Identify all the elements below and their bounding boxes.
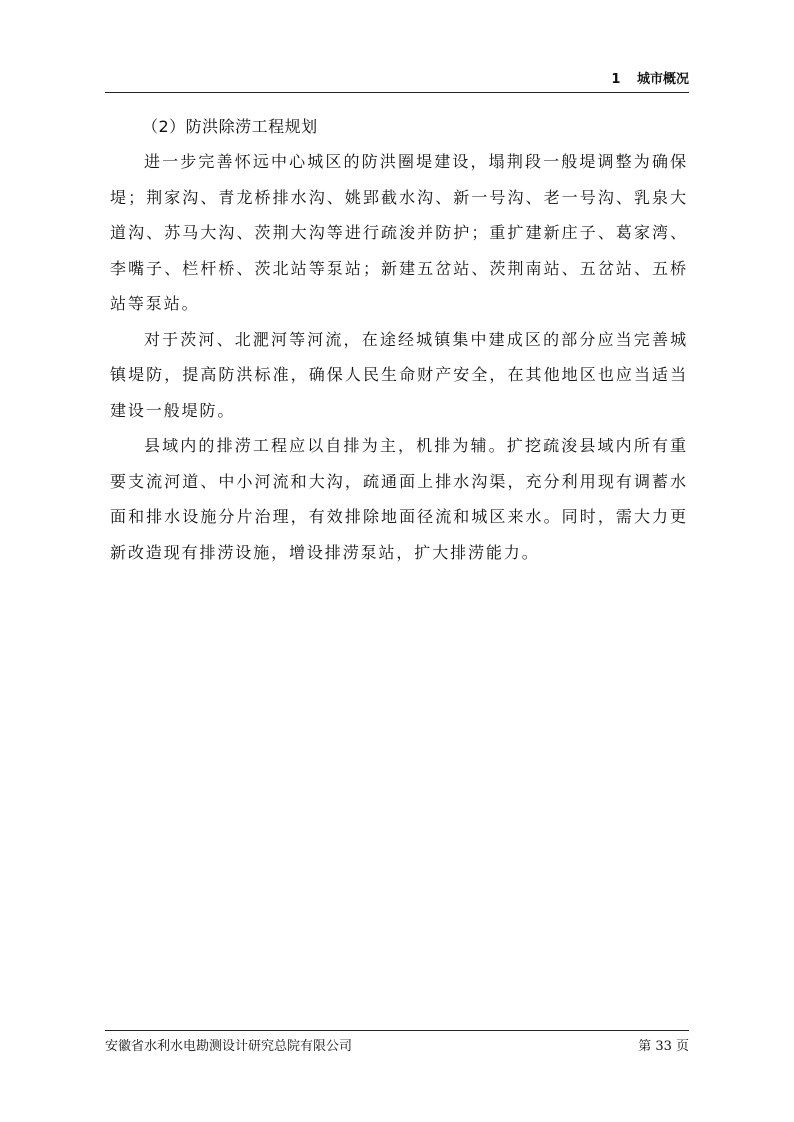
paragraph-1: 进一步完善怀远中心城区的防洪圈堤建设，塌荆段一般堤调整为确保堤；荆家沟、青龙桥排水沟、姚郢截水沟、新一号沟、老一号沟、乳泉大道沟、苏马大沟、茨荆大沟等进行疏浚并防护；重扩建新庄子、葛家湾、李嘴子、栏杆桥、茨北站等泵站；新建五岔站、茨荆南站、五岔站、五桥站等泵站。 xyxy=(110,152,688,313)
page-header xyxy=(105,72,689,93)
paragraph-2: 对于茨河、北淝河等河流，在途经城镇集中建成区的部分应当完善城镇堤防，提高防洪标准，确保人民生命财产安全，在其他地区也应当适当建设一般堤防。 xyxy=(110,329,688,420)
page-footer xyxy=(105,1030,689,1054)
paragraph-3: 县域内的排涝工程应以自排为主，机排为辅。扩挖疏浚县域内所有重要支流河道、中小河流和大沟，疏通面上排水沟渠，充分利用现有调蓄水面和排水设施分片治理，有效排除地面径流和城区来水。同时，需大力更新改造现有排涝设施，增设排涝泵站，扩大排涝能力。 xyxy=(110,436,688,562)
subheading: （2）防洪除涝工程规划 xyxy=(142,117,318,136)
page-number: 第 33 页 xyxy=(638,1039,689,1054)
document-body xyxy=(110,110,688,570)
section-number: 1 xyxy=(611,72,621,87)
section-title: 城市概况 xyxy=(636,72,689,87)
footer-organization: 安徽省水利水电勘测设计研究总院有限公司 xyxy=(105,1039,353,1054)
